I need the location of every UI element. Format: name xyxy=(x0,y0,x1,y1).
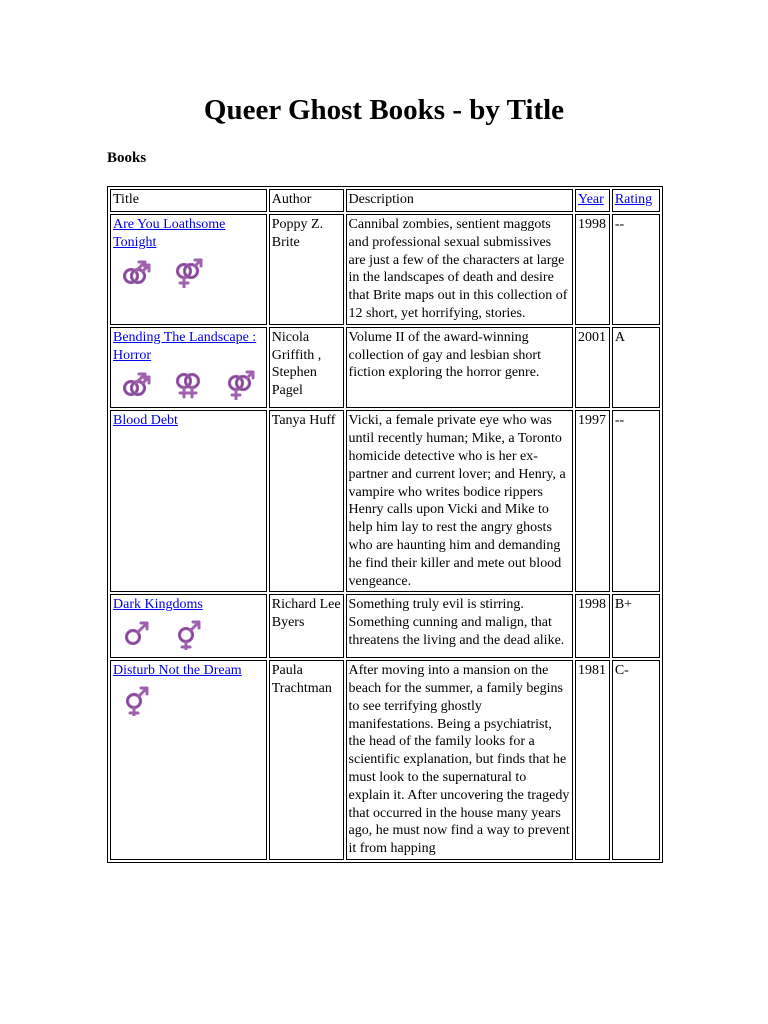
orientation-icons xyxy=(113,252,264,294)
transgender-symbol-icon xyxy=(173,618,205,650)
header-description: Description xyxy=(346,189,573,212)
book-title-link[interactable]: Dark Kingdoms xyxy=(113,597,203,613)
cell-description: Cannibal zombies, sentient maggots and professional sexual submissives are just a few of the characters at large in the landscapes of death and desire that Brite maps out in this collection of 12 short, yet horrifying, stories. xyxy=(346,214,573,325)
cell-author: Poppy Z. Brite xyxy=(269,214,344,325)
table-row xyxy=(110,594,660,658)
cell-year: 2001 xyxy=(575,327,610,409)
header-title: Title xyxy=(110,189,267,212)
table-row xyxy=(110,214,660,325)
lesbian-symbol-icon xyxy=(173,368,205,400)
cell-description: Vicki, a female private eye who was until recently human; Mike, a Toronto homicide detective who is her ex-partner and current lover; and Henry, a vampire who writes bodice rippers Henry calls upon Vicki and Mike to help him lay to rest the angry ghosts who are haunting him and demanding he find their killer and mete out blood vengeance. xyxy=(346,410,573,592)
cell-author: Paula Trachtman xyxy=(269,660,344,860)
sort-by-year-link[interactable]: Year xyxy=(577,192,604,207)
cell-description: Something truly evil is stirring. Something cunning and malign, that threatens the living and the dead alike. xyxy=(346,594,573,658)
orientation-icons xyxy=(113,614,264,656)
book-title-link[interactable]: Are You Loathsome Tonight xyxy=(113,217,226,250)
cell-description: After moving into a mansion on the beach for the summer, a family begins to see terrifying ghostly manifestations. Being a psychiatrist, the head of the family looks for a scientific explanation, but finds that he must look to the supernatural to explain it. After uncovering the tragedy that occurred in the house many years ago, he must now find a way to prevent it from happing xyxy=(346,660,573,860)
gay-male-symbol-icon xyxy=(121,368,153,400)
cell-rating: -- xyxy=(612,410,660,592)
cell-title xyxy=(110,410,267,592)
cell-year: 1981 xyxy=(575,660,610,860)
cell-title xyxy=(110,327,267,409)
cell-author: Tanya Huff xyxy=(269,410,344,592)
cell-author: Nicola Griffith , Stephen Pagel xyxy=(269,327,344,409)
cell-title xyxy=(110,594,267,658)
header-year xyxy=(575,189,610,212)
orientation-icons xyxy=(113,680,264,722)
table-row xyxy=(110,410,660,592)
cell-year: 1997 xyxy=(575,410,610,592)
cell-rating: C- xyxy=(612,660,660,860)
gay-male-symbol-icon xyxy=(121,256,153,288)
table-header-row xyxy=(110,189,660,212)
male-symbol-icon xyxy=(121,618,153,650)
cell-description: Volume II of the award-winning collection of gay and lesbian short fiction exploring the horror genre. xyxy=(346,327,573,409)
section-heading: Books xyxy=(107,150,147,166)
cell-title xyxy=(110,660,267,860)
table-row xyxy=(110,327,660,409)
table-row xyxy=(110,660,660,860)
page-title: Queer Ghost Books - by Title xyxy=(203,94,565,126)
transgender-symbol-icon xyxy=(121,684,153,716)
header-rating xyxy=(612,189,660,212)
books-table xyxy=(107,186,663,863)
book-title-link[interactable]: Disturb Not the Dream xyxy=(113,663,242,679)
cell-author: Richard Lee Byers xyxy=(269,594,344,658)
sort-by-rating-link[interactable]: Rating xyxy=(614,192,653,207)
cell-title xyxy=(110,214,267,325)
cell-year: 1998 xyxy=(575,214,610,325)
book-title-link[interactable]: Blood Debt xyxy=(113,413,178,429)
book-title-link[interactable]: Bending The Landscape : Horror xyxy=(113,329,257,363)
cell-rating: A xyxy=(612,327,660,409)
cell-year: 1998 xyxy=(575,594,610,658)
orientation-icons xyxy=(113,364,264,406)
header-author: Author xyxy=(269,189,344,212)
bisexual-symbol-icon xyxy=(225,368,257,400)
cell-rating: B+ xyxy=(612,594,660,658)
cell-rating: -- xyxy=(612,214,660,325)
bisexual-symbol-icon xyxy=(173,256,205,288)
books-table-body xyxy=(110,189,660,860)
